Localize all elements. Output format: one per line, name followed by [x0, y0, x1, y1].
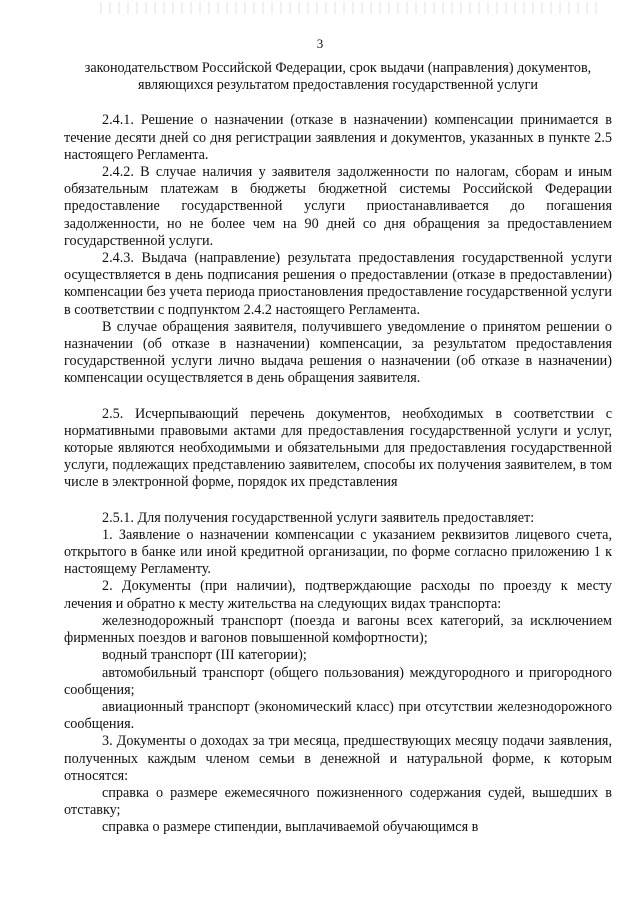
document-body — [64, 60, 612, 837]
paragraph: 1. Заявление о назначении компенсации с указанием реквизитов лицевого счета, открытого в банке или иной кредитной организации, по форме согласно приложению 1 к настоящему Регламенту. — [64, 526, 612, 578]
paragraph: законодательством Российской Федерации, срок выдачи (направления) документов, являющихся результатом предоставления государственной услуги — [84, 60, 592, 94]
paragraph: автомобильный транспорт (общего пользования) междугородного и пригородного сообщения; — [64, 664, 612, 698]
paragraph-gap — [64, 388, 612, 406]
paragraph-gap — [64, 94, 612, 112]
paragraph: 2.5. Исчерпывающий перечень документов, необходимых в соответствии с нормативными правовыми актами для предоставления государственной услуги и услуг, которые являются необходимыми и обязательными для предоставления государственной услуги, подлежащих представлению заявителем, способы их получения заявителем, в том числе в электронной форме, порядок их представления — [64, 405, 612, 491]
paragraph: В случае обращения заявителя, получившего уведомление о принятом решении о назначении (об отказе в назначении) компенсации, за результатом предоставления государственной услуги лично выдача решения о назначении (об отказе в назначении) компенсации осуществляется в день обращения заявителя. — [64, 318, 612, 387]
paragraph: водный транспорт (III категории); — [102, 647, 307, 664]
paragraph: справка о размере ежемесячного пожизненного содержания судей, вышедших в отставку; — [64, 784, 612, 819]
paragraph: 3. Документы о доходах за три месяца, предшествующих месяцу подачи заявления, полученных каждым членом семьи в денежной и натуральной форме, к которым относятся: — [64, 733, 612, 784]
paragraph: авиационный транспорт (экономический класс) при отсутствии железнодорожного сообщения. — [64, 698, 612, 733]
paragraph: 2.4.1. Решение о назначении (отказе в назначении) компенсации принимается в течение десяти дней со дня регистрации заявления и документов, указанных в пункте 2.5 настоящего Регламента. — [64, 112, 612, 163]
paragraph: железнодорожный транспорт (поезда и вагоны всех категорий, за исключением фирменных поездов и вагонов повышенной комфортности); — [64, 612, 612, 647]
paragraph: 2.5.1. Для получения государственной услуги заявитель предоставляет: — [102, 509, 535, 526]
scan-artifact — [100, 2, 600, 14]
paragraph: 2.4.3. Выдача (направление) результата предоставления государственной услуги осуществляется в день подписания решения о предоставлении (отказе в предоставлении) компенсации без учета периода приостановления предоставление государственной услуги в соответствии с подпунктом 2.4.2 настоящего Регламента. — [64, 250, 612, 318]
page-number: 3 — [316, 36, 324, 51]
paragraph: 2. Документы (при наличии), подтверждающие расходы по проезду к месту лечения и обратно к месту жительства на следующих видах транспорта: — [64, 578, 612, 612]
paragraph-gap — [64, 492, 612, 510]
paragraph: справка о размере стипендии, выплачиваемой обучающимся в — [102, 819, 479, 836]
paragraph: 2.4.2. В случае наличия у заявителя задолженности по налогам, сборам и иным обязательным платежам в бюджеты бюджетной системы Российской Федерации предоставление государственной услуги приостанавливается до погашения задолженности, но не более чем на 90 дней со дня обращения за предоставлением государственной услуги. — [64, 164, 612, 249]
